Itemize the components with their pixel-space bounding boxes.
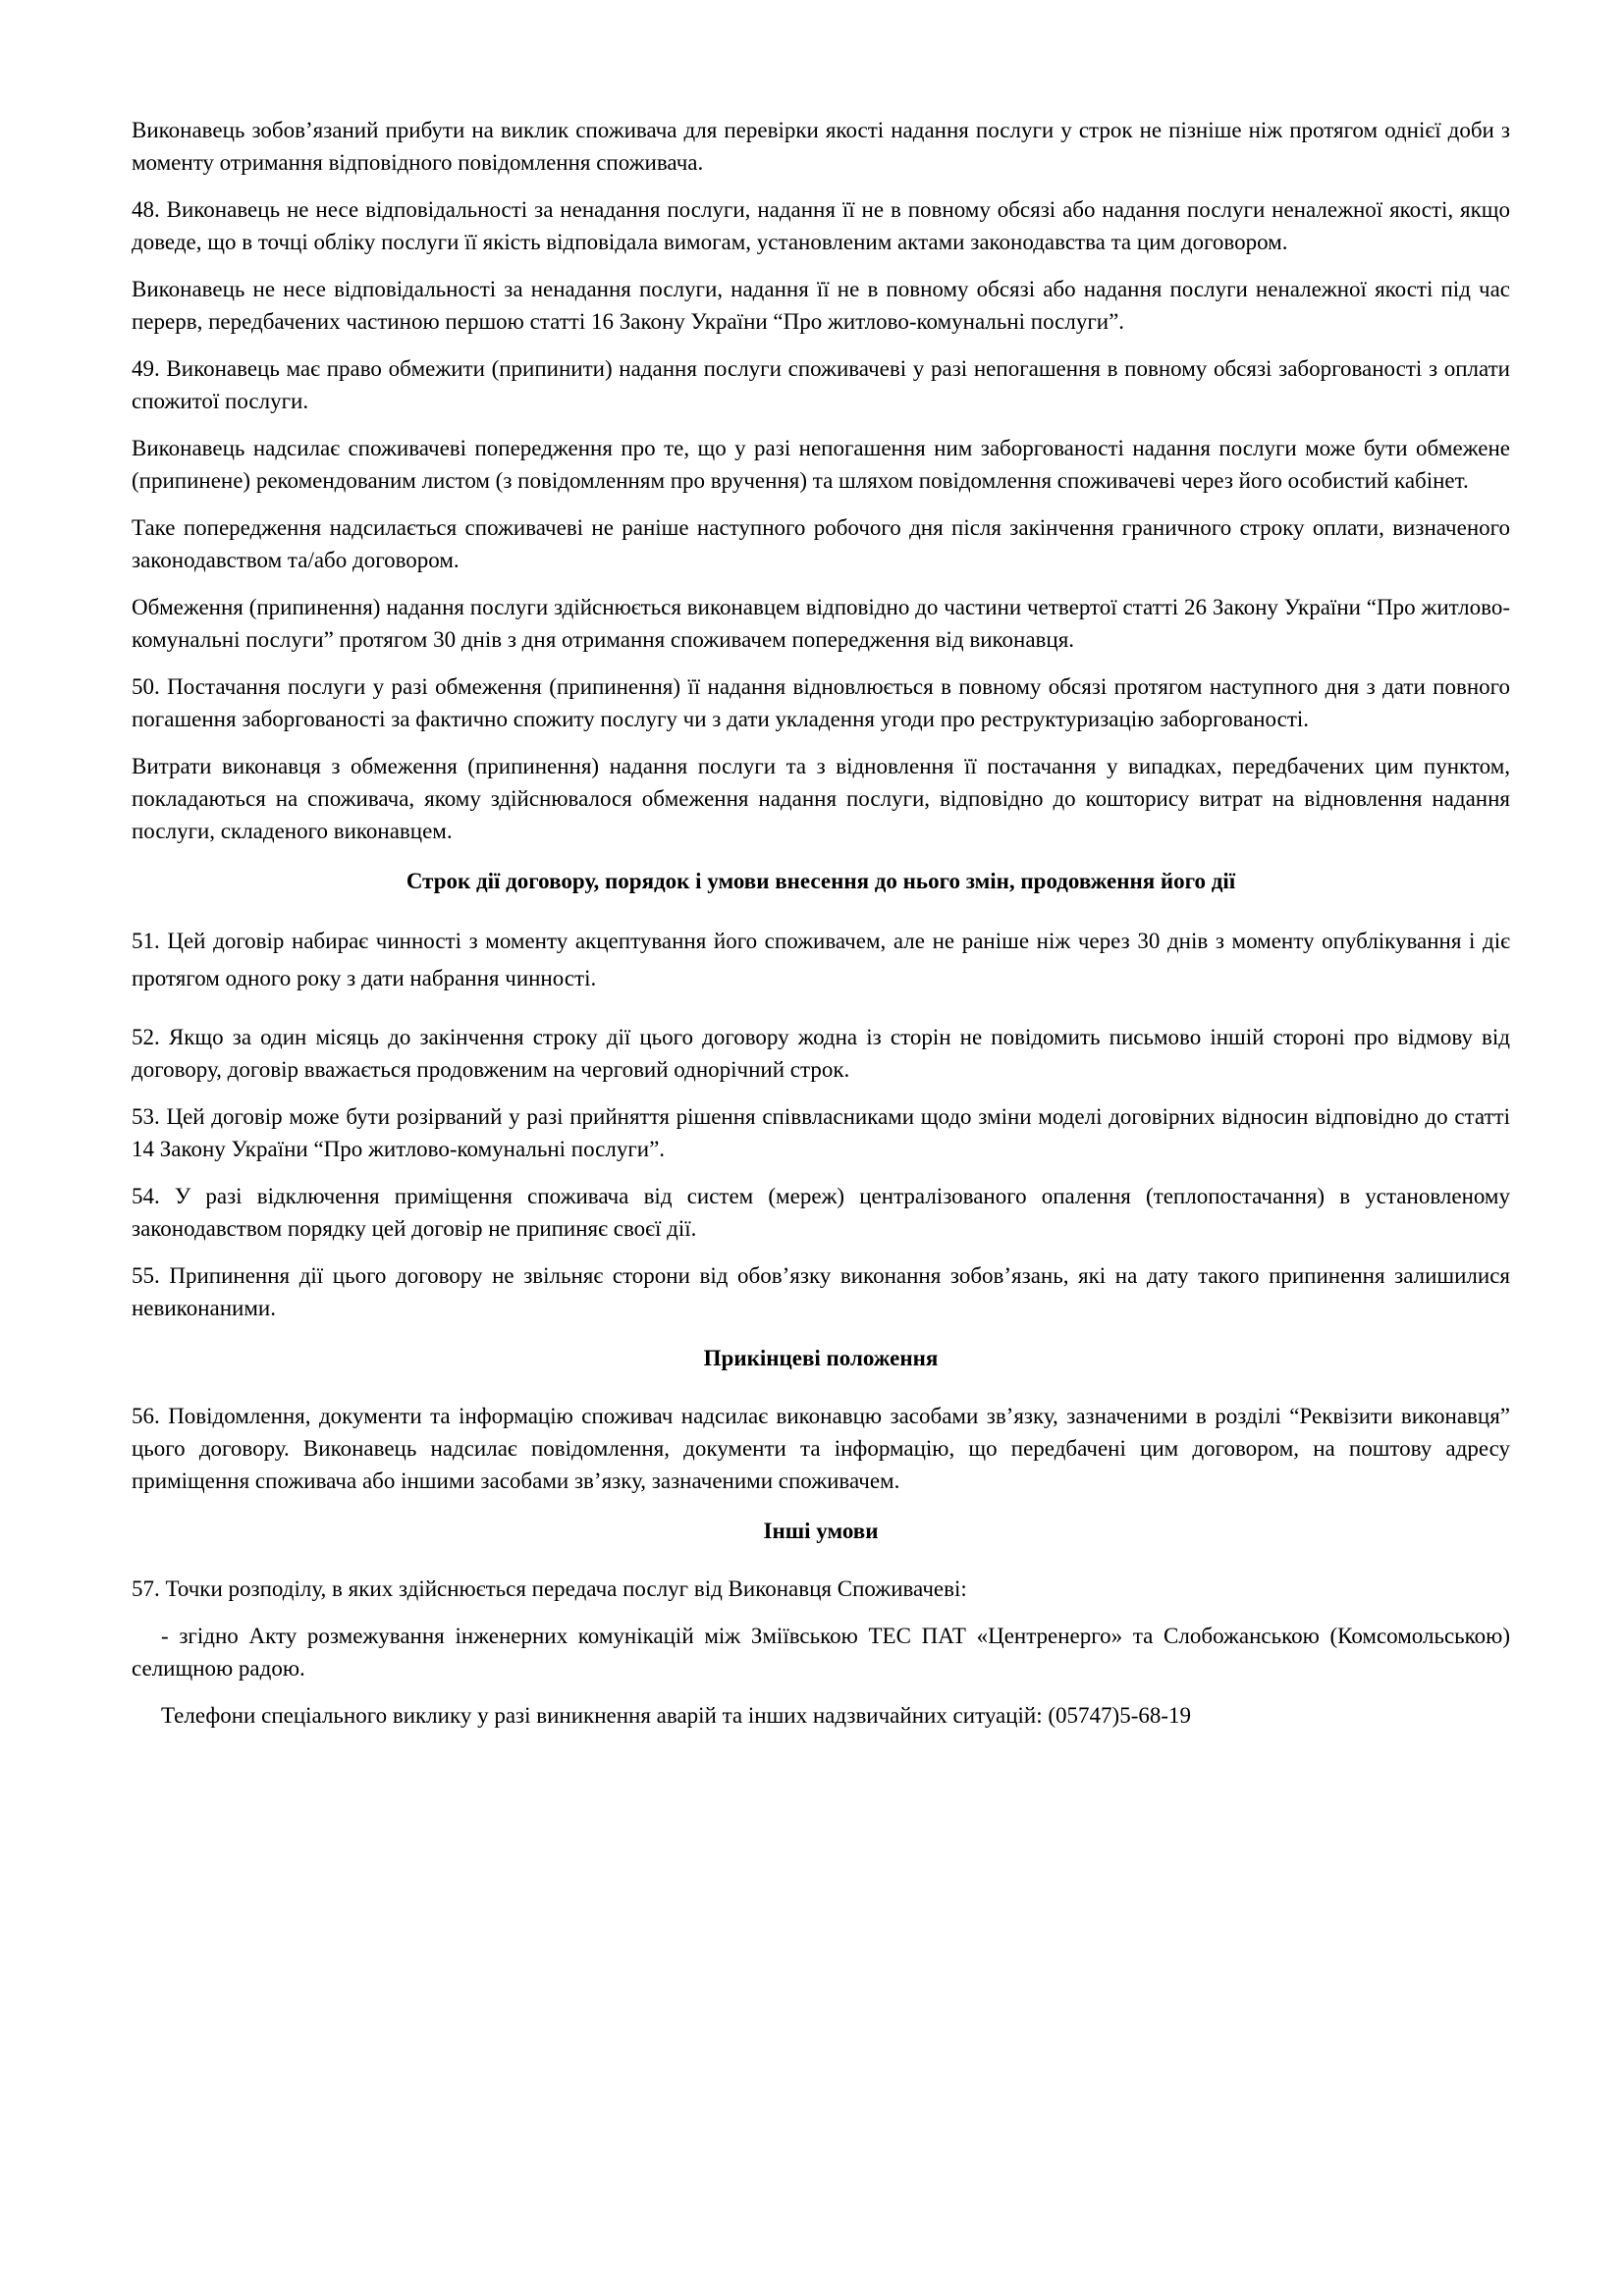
paragraph-54: 54. У разі відключення приміщення споживача від систем (мереж) централізованого опалення (теплопостачання) в установленому законодавством порядку цей договір не припиняє своєї дії. [132, 1184, 1510, 1241]
section-heading-other: Інші умови [763, 1519, 879, 1543]
paragraph-52: 52. Якщо за один місяць до закінчення строку дії цього договору жодна із сторін не повідомить письмово іншій стороні про відмову від договору, договір вважається продовженим на черговий однорічний строк. [132, 1025, 1510, 1082]
section-heading-term: Строк дії договору, порядок і умови внесення до нього змін, продовження його дії [406, 869, 1236, 893]
paragraph-55: 55. Припинення дії цього договору не звільняє сторони від обов’язку виконання зобов’язань, які на дату такого припинення залишилися невиконаними. [132, 1263, 1510, 1320]
paragraph-51: 51. Цей договір набирає чинності з моменту акцептування його споживачем, але не раніше ніж через 30 днів з моменту опублікування і діє протягом одного року з дати набрання чинності. [132, 929, 1510, 990]
paragraph-49-warning-timing: Таке попередження надсилається споживачеві не раніше наступного робочого дня після закінчення граничного строку оплати, визначеного законодавством та/або договором. [132, 515, 1510, 572]
section-heading-final: Прикінцеві положення [703, 1346, 939, 1370]
paragraph-49: 49. Виконавець має право обмежити (припинити) надання послуги споживачеві у разі непогашення в повному обсязі заборгованості з оплати спожитої послуги. [132, 356, 1510, 413]
paragraph-57-act: - згідно Акту розмежування інженерних комунікацій між Зміївською ТЕС ПАТ «Центренерго» та Слобожанською (Комсомольською) селищною радою. [132, 1624, 1510, 1681]
document-page [132, 114, 1510, 1746]
paragraph-50-costs: Витрати виконавця з обмеження (припинення) надання послуги та з відновлення її постачання у випадках, передбачених цим пунктом, покладаються на споживача, якому здійснювалося обмеження надання послуги, відповідно до кошторису витрат на відновлення надання послуги, складеного виконавцем. [132, 754, 1510, 843]
paragraph-53: 53. Цей договір може бути розірваний у разі прийняття рішення співвласниками щодо зміни моделі договірних відносин відповідно до статті 14 Закону України “Про житлово-комунальні послуги”. [132, 1104, 1510, 1161]
paragraph-emergency-phones: Телефони спеціального виклику у разі виникнення аварій та інших надзвичайних ситуацій: (05747)5-68-19 [161, 1703, 1192, 1728]
paragraph-48: 48. Виконавець не несе відповідальності за ненадання послуги, надання її не в повному обсязі або надання послуги неналежної якості, якщо доведе, що в точці обліку послуги її якість відповідала вимогам, установленим актами законодавства та цим договором. [132, 197, 1510, 254]
paragraph-arrival-obligation: Виконавець зобов’язаний прибути на виклик споживача для перевірки якості надання послуги у строк не пізніше ніж протягом однієї доби з моменту отримання відповідного повідомлення споживача. [132, 118, 1510, 175]
paragraph-49-warning: Виконавець надсилає споживачеві попередження про те, що у разі непогашення ним заборгованості надання послуги може бути обмежене (припинене) рекомендованим листом (з повідомленням про вручення) та шляхом повідомлення споживачеві через його особистий кабінет. [132, 436, 1510, 493]
paragraph-57: 57. Точки розподілу, в яких здійснюється передача послуг від Виконавця Споживачеві: [132, 1576, 967, 1601]
paragraph-50: 50. Постачання послуги у разі обмеження (припинення) її надання відновлюється в повному обсязі протягом наступного дня з дати повного погашення заборгованості за фактично спожиту послугу чи з дати укладення угоди про реструктуризацію заборгованості. [132, 674, 1510, 731]
paragraph-49-restriction: Обмеження (припинення) надання послуги здійснюється виконавцем відповідно до частини четвертої статті 26 Закону України “Про житлово-комунальні послуги” протягом 30 днів з дня отримання споживачем попередження від виконавця. [132, 595, 1510, 652]
paragraph-48-breaks: Виконавець не несе відповідальності за ненадання послуги, надання її не в повному обсязі або надання послуги неналежної якості під час перерв, передбачених частиною першою статті 16 Закону України “Про житлово-комунальні послуги”. [132, 277, 1510, 334]
paragraph-56: 56. Повідомлення, документи та інформацію споживач надсилає виконавцю засобами зв’язку, зазначеними в розділі “Реквізити виконавця” цього договору. Виконавець надсилає повідомлення, документи та інформацію, що передбачені цим договором, на поштову адресу приміщення споживача або іншими засобами зв’язку, зазначеними споживачем. [132, 1404, 1510, 1493]
